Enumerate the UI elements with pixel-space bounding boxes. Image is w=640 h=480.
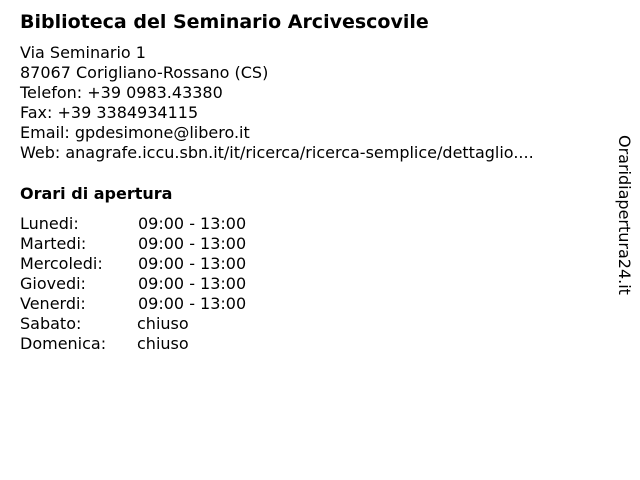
library-title: Biblioteca del Seminario Arcivescovile [20,11,429,33]
time-value: 09:00 - 13:00 [138,234,247,253]
email-line: Email: gpdesimone@libero.it [20,123,250,142]
day-label: Martedi: [20,234,87,253]
web-line: Web: anagrafe.iccu.sbn.it/it/ricerca/ricerca-semplice/dettaglio.... [20,143,534,162]
address-street: Via Seminario 1 [20,43,146,62]
time-value: 09:00 - 13:00 [138,294,247,313]
day-label: Lunedi: [20,214,79,233]
phone-line: Telefon: +39 0983.43380 [20,83,223,102]
opening-hours-heading: Orari di apertura [20,184,173,203]
day-label: Venerdi: [20,294,86,313]
fax-line: Fax: +39 3384934115 [20,103,199,122]
day-label: Mercoledi: [20,254,103,273]
time-value: chiuso [137,314,189,333]
day-label: Giovedi: [20,274,86,293]
day-label: Domenica: [20,334,107,353]
contact-block [20,43,534,163]
time-value: chiuso [137,334,189,353]
day-label: Sabato: [20,314,82,333]
time-value: 09:00 - 13:00 [138,274,247,293]
address-city: 87067 Corigliano-Rossano (CS) [20,63,269,82]
time-value: 09:00 - 13:00 [138,254,247,273]
site-watermark: Oraridiapertura24.it [615,135,634,295]
time-value: 09:00 - 13:00 [138,214,247,233]
